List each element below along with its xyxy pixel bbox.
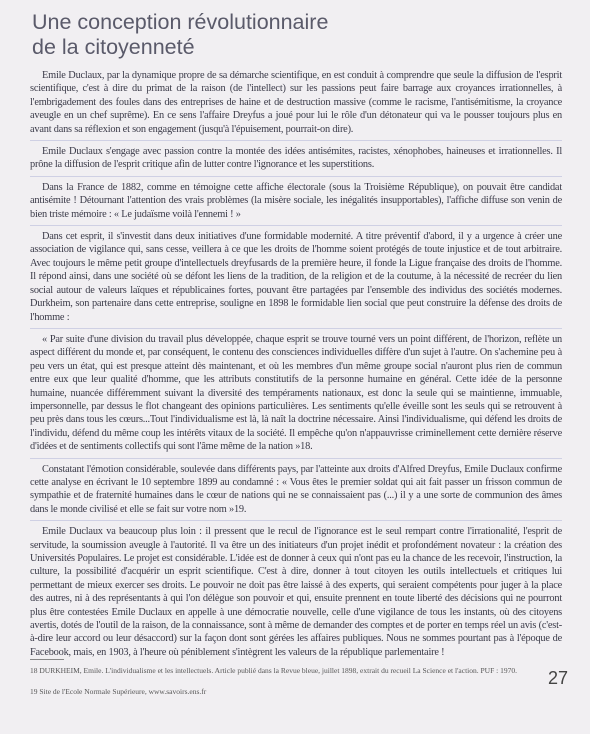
divider bbox=[30, 225, 562, 226]
page-number: 27 bbox=[547, 668, 568, 688]
footnote-19: 19 Site de l'Ecole Normale Supérieure, www.savoirs.ens.fr bbox=[30, 687, 207, 696]
paragraph-6: Constatant l'émotion considérable, soulevée dans différents pays, par l'atteinte aux droits d'Alfred Dreyfus, Emile Duclaux confirme cette analyse en écrivant le 10 septembre 1899 au condamné : « Vous êtes le premier soldat qui ait fait passer un frisson commun de sympathie et de fraternité humaines dans le cœur de nations qui ne se connaissaient pas (...) il y a une sorte de communion des âmes dans le monde civilisé et elle se fait sur votre nom »19. bbox=[30, 463, 562, 515]
footnotes bbox=[30, 665, 530, 697]
footnote-18: 18 DURKHEIM, Emile. L'individualisme et les intellectuels. Article publié dans la Revue bleue, juillet 1898, extrait du recueil La Science et l'action. PUF : 1970. bbox=[30, 666, 517, 675]
paragraph-2: Emile Duclaux s'engage avec passion contre la montée des idées antisémites, racistes, xénophobes, haineuses et irrationnelles. Il prône la diffusion de l'esprit critique afin de lutter contre l'ignorance et les superstitions. bbox=[30, 146, 562, 171]
page-title bbox=[32, 10, 328, 60]
divider bbox=[30, 140, 562, 141]
divider bbox=[30, 458, 562, 459]
divider bbox=[30, 176, 562, 177]
paragraph-1: Emile Duclaux, par la dynamique propre de sa démarche scientifique, en est conduit à comprendre que seule la diffusion de l'esprit scientifique, c'est à dire du primat de la raison (de l'intellect) sur les passions peut faire barrage aux croyances irrationnelles, à l'embrigadement des foules dans des entreprises de haine et de destruction massive (comme le racisme, l'antisémitisme, la croyance aveugle en un chef suprême). En ce sens l'affaire Dreyfus a joué pour lui le rôle d'un détonateur qui va le pousser toujours plus en avant dans sa réflexion et son engagement (jusqu'à l'épuisement, pourrait-on dire). bbox=[30, 70, 562, 135]
title-line-2: de la citoyenneté bbox=[32, 35, 195, 59]
article-body bbox=[30, 69, 562, 659]
divider bbox=[30, 520, 562, 521]
divider bbox=[30, 328, 562, 329]
paragraph-4: Dans cet esprit, il s'investit dans deux initiatives d'une formidable modernité. A titre préventif d'abord, il y a urgence à créer une association de vigilance qui, sans cesse, veillera à ce que les droits de l'homme soient protégés de toute injustice et de tout arbitraire. Avec toujours le même petit groupe d'intellectuels dreyfusards de la première heure, il fonde la Ligue française des droits de l'homme. Il répond ainsi, dans une société où se défont les liens de la tradition, de la religion et de la coutume, à la nécessité de recréer du lien social autour de valeurs laïques et républicaines fortes, pouvant être partagées par l'ensemble des individus des sociétés modernes. Durkheim, son partenaire dans cette entreprise, souligne en 1898 le formidable lien social que peut construire la défense des droits de l'homme : bbox=[30, 231, 562, 323]
paragraph-3: Dans la France de 1882, comme en témoigne cette affiche électorale (sous la Troisième République), on pouvait être candidat antisémite ! Détournant l'attention des vrais problèmes (la misère sociale, les inégalités insupportables), l'affiche diffuse son venin de bien triste mémoire : « Le judaïsme voilà l'ennemi ! » bbox=[30, 181, 562, 220]
title-line-1: Une conception révolutionnaire bbox=[32, 10, 329, 34]
quote-paragraph: « Par suite d'une division du travail plus développée, chaque esprit se trouve tourné vers un point différent, de l'horizon, reflète un aspect différent du monde et, par conséquent, le contenu des consciences individuelles diffère d'un sujet à l'autre. On s'achemine peu à peu vers un état, qui est presque atteint dès maintenant, et où les membres d'un même groupe social n'auront plus rien de commun entre eux que leur qualité d'homme, que les attributs constitutifs de la personne humaine en général. Cette idée de la personne humaine, nuancée différemment suivant la diversité des tempéraments nationaux, est donc la seule qui se maintienne, immuable, impersonnelle, par dessus le flot changeant des opinions particulières. Les sentiments qu'elle éveille sont les seuls qui se retrouvent à peu près dans tous les cœurs...Tout l'individualisme est là, là naît la doctrine nécessaire. Ainsi l'individualisme, qui défend les droits de l'individu, défend du même coup les intérêts vitaux de la société. Il empêche qu'on n'appauvrisse criminellement cette dernière réserve d'idées et de sentiments collectifs qui sont l'âme même de la nation »18. bbox=[30, 333, 562, 453]
footnote-rule bbox=[30, 659, 64, 660]
paragraph-7: Emile Duclaux va beaucoup plus loin : il pressent que le recul de l'ignorance est le seul rempart contre l'irrationalité, l'esprit de servitude, la soumission aveugle à l'autorité. Il va être un des initiateurs d'un projet inédit et profondément novateur : la création des Universités Populaires. Le projet est considérable. L'idée est de donner à ceux qui n'ont pas eu la chance de les recevoir, l'instruction, la culture, la possibilité d'acquérir un esprit scientifique. C'est à dire, donner à tout citoyen les outils intellectuels et critiques lui permettant de mieux exercer ses droits. Le pouvoir ne doit pas être laissé à des experts, qui seraient compétents pour juger à la place des autres, ni à des représentants à qui l'on délègue son pouvoir et qui, ensuite prennent en toute liberté des décisions qui ne pourront plus être contestées Emile Duclaux en appelle à une démocratie nouvelle, celle d'une vigilance de tous les instants, où des citoyens avertis, dotés de l'outil de la raison, de la connaissance, sont à même de demander des comptes et de porter en temps réel un avis (c'est-à-dire leur accord ou leur désaccord) sur la façon dont sont gérées les affaires publiques. Nous ne sommes pourtant pas à l'époque de Facebook, mais, en 1903, à l'heure où péniblement s'intègrent les valeurs de la république parlementaire ! bbox=[30, 526, 562, 658]
